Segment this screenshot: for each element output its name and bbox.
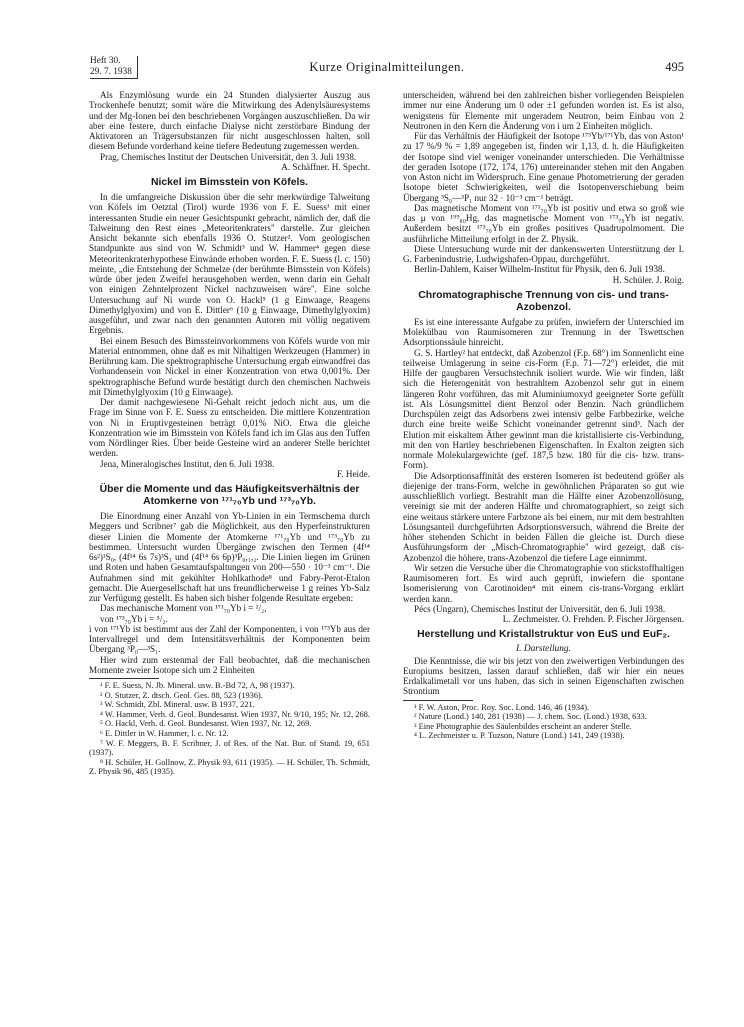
footnote: ⁷ W. F. Meggers, B. F. Scribner, J. of Res. of the Nat. Bur. of Stand. 19, 651 (1937).	[89, 738, 370, 758]
footnote: ⁵ O. Hackl, Verh. d. Geol. Bundesanst. Wien 1937, Nr. 12, 269.	[100, 719, 312, 729]
article-paragraph: Bei einem Besuch des Bimssteinvorkommens von Köfels wurde von mir Material entnommen, ohne daß es mit Nihaltigen Werkzeugen (Hammer) in Berührung kam. Die spektrographische Untersuchung ergab einwandfrei das Vorhandensein von Nickel in einer Konzentration von etwa 0,001%. Der spektrographische Befund wurde bestätigt durch den chemischen Nachweis mit Dimethylglyoxim (10 g Einwaage).	[89, 335, 370, 397]
article-title-azobenzol: Chromatographische Trennung von cis- und trans-Azobenzol.	[418, 289, 669, 313]
intro-affiliation: Prag, Chemisches Institut der Deutschen Universität, den 3. Juli 1938.	[100, 151, 357, 162]
article-paragraph: Die Adsorptionsaffinität des ersteren Isomeren ist bedeutend größer als diejenige der trans-Form, welche in gewöhnlichen Präparaten so gut wie ausschließlich vorliegt. Bestrahlt man die Hälfte einer Azobenzollösung, vereinigt sie mit der anderen Hälfte und chromatographiert, so zeigt sich eine weitaus stärkere untere Farbzone als bei einem, nur mit dem bestrahlten Lösungsanteil durchgeführten Adsorptionsversuch, während die Breite der höher stehenden Schicht in beiden Fällen die gleiche ist. Durch diese Ausführungsform der „Misch-Chromatographie" wird gezeigt, daß cis-Azobenzol die höhere, trans-Azobenzol die tiefere Lage einnimmt.	[403, 470, 684, 563]
article-title-yb: Über die Momente und das Häufigkeitsverhältnis der Atomkerne von ¹⁷¹₇₀Yb und ¹⁷³₇₀Yb.	[99, 484, 360, 507]
article-paragraph: Es ist eine interessante Aufgabe zu prüfen, inwiefern der Unterschied im Molekülbau von Raumisomeren zur Trennung in der Tswettschen Adsorptionssäule hinreicht.	[403, 316, 684, 348]
left-column	[89, 90, 370, 777]
article-author: F. Heide.	[337, 468, 370, 479]
intro-authors: A. Schäffner. H. Specht.	[281, 161, 370, 172]
footnote: ² Nature (Lond.) 140, 281 (1938) — J. chem. Soc. (Lond.) 1938, 633.	[414, 712, 647, 722]
article-paragraph: In die umfangreiche Diskussion über die sehr merkwürdige Talweitung von Köfels im Oetztal (Tirol) wurde 1936 von F. E. Suess¹ mit einer interessanten Studie ein neuer Gesichtspunkt gebracht, nämlich der, daß die Talweitung den Rest eines „Meteoritenkraters" darstelle. Zur gleichen Ansicht bekannte sich ebenfalls 1936 O. Stutzer². Vom geologischen Standpunkte aus sind von W. Schmidt³ und W. Hammer⁴ gegen diese Meteoritenkraterhypothese Einwände erhoben worden. F. E. Suess (l. c. 150) meinte, „die Entstehung der Schmelze (der berühmte Bimsstein von Köfels) würde über jeden Zweifel herausgehoben werden, wenn darin ein Gehalt von einigen Zehntelprozent Nickel nachzuweisen wäre". Eine solche Untersuchung auf Ni wurde von O. Hackl⁵ (1 g Einwaage, Reagens Dimethylglyoxim) und von E. Dittler⁶ (10 g Einwaage, Dimethylglyoxim) ausgeführt, und zwar nach den genannten Autoren mit völlig negativem Ergebnis.	[89, 192, 370, 336]
article-paragraph: Für das Verhältnis der Häufigkeit der Isotope ¹⁷³Yb/¹⁷¹Yb, das von Aston¹ zu 17 %/9 % = 1,89 angegeben ist, finden wir 1,13, d. h. die Häufigkeiten der Isotope sind viel weniger voneinander unterschieden. Die Verhältnisse der geraden Isotope (172, 174, 176) untereinander stehen mit den Angaben von Aston nicht im Widerspruch. Eine genaue Photometrierung der geraden Isotope bietet Schwierigkeiten, weil die Isotopenverschiebung beim Übergang ³S₀—³P₁ nur 32 · 10⁻³ cm⁻¹ beträgt.	[403, 131, 684, 203]
article-paragraph: Wir setzen die Versuche über die Chromatographie von stickstoffhaltigen Raumisomeren fort. Es wird auch geprüft, inwiefern die spontane Isomerisierung von Carotinoiden⁴ mit einem cis-trans-Vorgang erklärt werden kann.	[403, 562, 684, 604]
footnote: ¹ F. W. Aston, Proc. Roy. Soc. Lond. 146, 46 (1934).	[414, 702, 590, 712]
article-authors: L. Zechmeister. O. Frehden. P. Fischer Jörgensen.	[502, 614, 684, 624]
footnote: ⁴ W. Hammer, Verh. d. Geol. Bundesanst. Wien 1937, Nr. 9/10, 195; Nr. 12, 268.	[100, 709, 370, 719]
article-paragraph: Der damit nachgewiesene Ni-Gehalt reicht jedoch nicht aus, um die Frage im Sinne von F. E. Suess zu entscheiden. Die mittlere Konzentration von Ni in Eruptivgesteinen beträgt 0,01% NiO. Etwa die gleiche Konzentration wie im Bimsstein von Köfels fand ich im Glas aus den Tuffen vom Nördlinger Ries. Über beide Gesteine wird an anderer Stelle berichtet werden.	[89, 397, 370, 459]
footnote-divider	[403, 700, 473, 701]
article-authors: H. Schüler. J. Roig.	[612, 274, 684, 285]
footnote: ⁴ L. Zechmeister u. P. Tuzson, Nature (Lond.) 141, 249 (1938).	[414, 731, 625, 741]
footnote: ⁶ E. Dittler in W. Hammer, l. c. Nr. 12.	[100, 728, 229, 738]
intro-paragraph: Als Enzymlösung wurde ein 24 Stunden dialysierter Auszug aus Trockenhefe benutzt; somit wäre die Mitwirkung des Adenylsäuresystems und der Mg-Ionen bei den beschriebenen Vorgängen auszuschließen. Da wir aber eine festere, durch einfache Dialyse nicht zerstörbare Bindung der Aktivatoren an Trägersubstanzen für nicht ausgeschlossen halten, soll diesem Befunde vorderhand keine tiefere Bedeutung zugemessen werden.	[89, 90, 370, 152]
formula-line: Das mechanische Moment von ¹⁷¹₇₀Yb i = ¹/₂,	[100, 603, 267, 614]
page-header	[90, 54, 684, 84]
article-affiliation: Jena, Mineralogisches Institut, den 6. Juli 1938.	[100, 458, 275, 469]
article-paragraph: G. S. Hartley² hat entdeckt, daß Azobenzol (F.p. 68°) im Sonnenlicht eine teilweise Umlagerung in seine cis-Form (F.p. 71—72°) erleidet, die mit Hilfe der gaugbaren Versuchstechnik isoliert wurde. Wie wir finden, läßt sich die Heterogenität von bestrahltem Azobenzol sehr gut in einem längeren Rohr vorführen, das mit Aluminiumoxyd geeigneter Sorte gefüllt ist. Als Lösungsmittel dient Benzol oder Benzin. Nach gründlichem Durchspülen zeigt das Adsorbens zwei intensiv gelbe Farbbezirke, welche durch eine breite weiße Schicht voneinander getrennt sind³. Nach der Elution mit eiskaltem Äther gewinnt man die kristallisierte cis-Verbindung, mit den von Hartley beschriebenen Eigenschaften. In Exalton zeigten sich normale Molekulargewichte (gef. 187,5 bzw. 180 für die cis- bzw. trans-Form).	[403, 347, 684, 471]
issue-number: Heft 30.	[90, 56, 121, 66]
footnote-divider	[89, 678, 159, 679]
article-paragraph: Hier wird zum erstenmal der Fall beobachtet, daß die mechanischen Momente zweier Isotope sich um 2 Einheiten	[89, 654, 370, 675]
article-title-nickel: Nickel im Bimsstein von Köfels.	[150, 177, 309, 188]
footnote: ³ W. Schmidt, Zbl. Mineral. usw. B 1937, 221.	[100, 700, 255, 710]
article-affiliation: Pécs (Ungarn), Chemisches Institut der Universität, den 6. Juli 1938.	[414, 603, 666, 614]
article-paragraph: Das magnetische Moment von ¹⁷¹₇₀Yb ist positiv und etwa so groß wie das μ von ¹⁹⁹₈₀Hg, das magnetische Moment von ¹⁷³₇₀Yb ist negativ. Außerdem besitzt ¹⁷³₇₀Yb ein großes positives Quadrupolmoment. Die ausführliche Mitteilung erfolgt in der Z. Physik.	[403, 202, 684, 244]
page-number: 495	[665, 60, 684, 74]
article-paragraph: unterscheiden, während bei den zahlreichen bisher vorliegenden Beispielen immer nur eine Änderung um 0 oder ±1 gefunden worden ist. Es ist also, wenigstens für Elemente mit ungeradem Neutron, beim Einbau von 2 Neutronen in den Kern die Änderung von i um 2 Einheiten möglich.	[403, 90, 684, 131]
footnote: ¹ F. E. Suess, N. Jb. Mineral. usw. B.-Bd 72, A, 98 (1937).	[100, 681, 295, 690]
right-column	[403, 90, 684, 741]
article-paragraph: i von ¹⁷¹Yb ist bestimmt aus der Zahl der Komponenten, i von ¹⁷³Yb aus der Intervallregel und dem Intensitätsverhältnis der Komponenten beim Übergang ³P₀—³S₁.	[89, 623, 370, 655]
article-paragraph: Die Kenntnisse, die wir bis jetzt von den zweiwertigen Verbindungen des Europiums besitzen, lassen darauf schließen, daß wir hier ein neues Erdalkalimetall vor uns haben, das sich in seinen Eigenschaften zwischen Strontium	[403, 655, 684, 697]
footnote: ² O. Stutzer, Z. dtsch. Geol. Ges. 88, 523 (1936).	[100, 690, 263, 700]
footnote: ⁸ H. Schüler, H. Gollnow, Z. Physik 93, 611 (1935). — H. Schüler, Th. Schmidt, Z. Physik 96, 485 (1935).	[89, 757, 370, 777]
footnote: ³ Eine Photographie des Säulenbildes erscheint an anderer Stelle.	[414, 721, 632, 731]
article-subtitle: I. Darstellung.	[516, 644, 571, 655]
article-paragraph: Diese Untersuchung wurde mit der dankenswerten Unterstützung der I. G. Farbenindustrie, Ludwigshafen-Oppau, durchgeführt.	[403, 243, 684, 264]
running-title: Kurze Originalmitteilungen.	[309, 60, 465, 74]
article-paragraph: Die Einordnung einer Anzahl von Yb-Linien in ein Termschema durch Meggers und Scribner⁷ gab die Möglichkeit, aus den Hyperfeinstrukturen dieser Linien die Momente der Atomkerne ¹⁷¹₇₀Yb und ¹⁷³₇₀Yb zu bestimmen. Untersucht wurden Übergänge zwischen den Termen (4f¹⁴ 6s²)¹S₀, (4f¹⁴ 6s 7s)³S₁ und (4f¹⁴ 6s 6p)³P₀,₁,₂. Die Linien liegen im Grünen und Roten und haben Gesamtaufspaltungen von 200—550 · 10⁻³ cm⁻¹. Die Aufnahmen sind mit gekühlter Hohlkathode⁸ und Fabry-Perot-Etalon gemacht. Die Auergesellschaft hat uns freundlicherweise 1 g reines Yb-Salz zur Verfügung gestellt. Es haben sich bisher folgende Resultate ergeben:	[89, 511, 370, 603]
issue-date: 29. 7. 1938	[90, 67, 132, 77]
article-title-eus: Herstellung und Kristallstruktur von EuS und EuF₂.	[417, 629, 670, 641]
formula-line: von ¹⁷³₇₀Yb i = ⁵/₂.	[100, 613, 168, 624]
article-affiliation: Berlin-Dahlem, Kaiser Wilhelm-Institut für Physik, den 6. Juli 1938.	[414, 264, 665, 275]
